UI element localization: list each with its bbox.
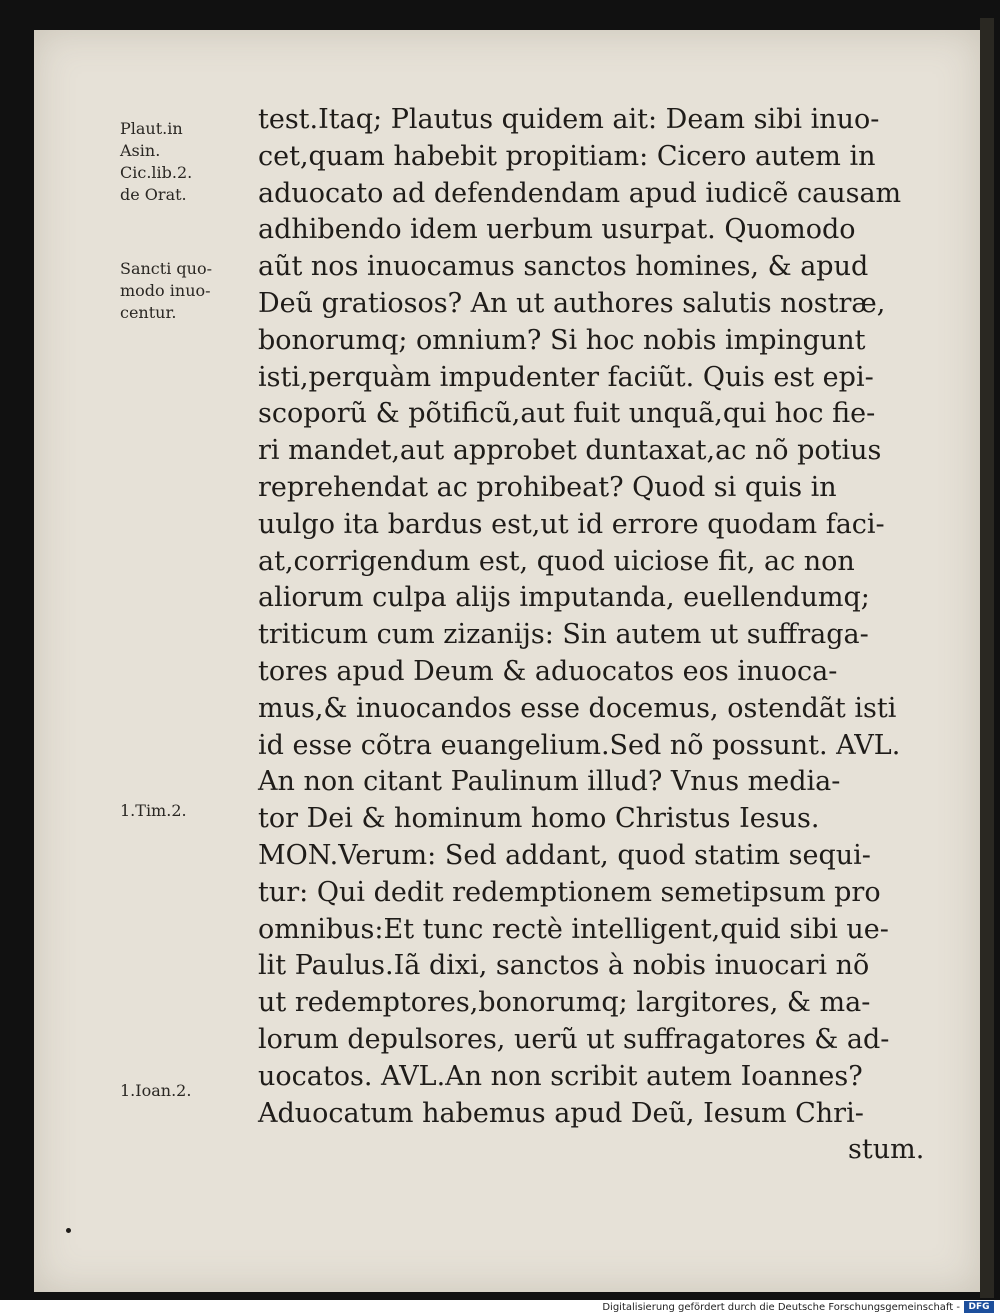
- text-line: An non citant Paulinum illud? Vnus media-: [258, 766, 841, 798]
- text-line: adhibendo idem uerbum usurpat. Quomodo: [258, 214, 856, 246]
- text-line: Deũ gratiosos? An ut authores salutis nostræ,: [258, 287, 886, 319]
- margin-note-timothy: 1.Tim.2.: [120, 801, 187, 820]
- text-line: triticum cum zizanijs: Sin autem ut suffraga-: [258, 619, 869, 651]
- text-line: tor Dei & hominum homo Christus Iesus.: [258, 803, 820, 835]
- text-line: tur: Qui dedit redemptionem semetipsum pro: [258, 876, 881, 908]
- text-line: uulgo ita bardus est,ut id errore quodam faci-: [258, 508, 885, 540]
- text-line: uocatos. AVL.An non scribit autem Ioannes?: [258, 1060, 863, 1092]
- text-line: ri mandet,aut approbet duntaxat,ac nõ potius: [258, 435, 882, 467]
- text-line: scoporũ & põtificũ,aut fuit unquã,qui hoc fie-: [258, 398, 876, 430]
- footer-credit: Digitalisierung gefördert durch die Deutsche Forschungsgemeinschaft -: [602, 1302, 960, 1313]
- margin-note-sancti: Sancti quo- modo inuo- centur.: [120, 259, 212, 322]
- text-line: lit Paulus.Iã dixi, sanctos à nobis inuocari nõ: [258, 950, 870, 982]
- text-line: omnibus:Et tunc rectè intelligent,quid sibi ue-: [258, 913, 889, 945]
- ink-dot: [66, 1228, 71, 1233]
- text-line: test.Itaq; Plautus quidem ait: Deam sibi inuo-: [258, 104, 880, 135]
- text-line: at,corrigendum est, quod uiciose fit, ac non: [258, 545, 855, 577]
- margin-note-plautus-cicero: Plaut.in Asin. Cic.lib.2. de Orat.: [120, 119, 193, 204]
- text-line: tores apud Deum & aduocatos eos inuoca-: [258, 655, 838, 687]
- margin-note-john: 1.Ioan.2.: [120, 1081, 192, 1100]
- text-line: reprehendat ac prohibeat? Quod si quis in: [258, 471, 837, 503]
- text-line: Aduocatum habemus apud Deũ, Iesum Chri-: [258, 1097, 864, 1129]
- text-line: cet,quam habebit propitiam: Cicero autem in: [258, 140, 876, 172]
- text-line: lorum depulsores, uerũ ut suffragatores & ad-: [258, 1023, 890, 1055]
- page-edge: [980, 18, 994, 1298]
- text-line: MON.Verum: Sed addant, quod statim sequi-: [258, 839, 871, 871]
- body-text: [258, 102, 948, 1169]
- text-line: id esse cõtra euangelium.Sed nõ possunt. AVL.: [258, 729, 901, 761]
- text-line: aũt nos inuocamus sanctos homines, & apud: [258, 251, 869, 283]
- text-line: ut redemptores,bonorumq; largitores, & ma-: [258, 987, 871, 1019]
- text-line: aliorum culpa alijs imputanda, euellendumq;: [258, 582, 870, 614]
- text-line: aduocato ad defendendam apud iudicẽ causam: [258, 177, 902, 209]
- dfg-logo: DFG: [964, 1301, 994, 1313]
- text-line: bonorumq; omnium? Si hoc nobis impingunt: [258, 324, 866, 356]
- text-line: mus,& inuocandos esse docemus, ostendãt isti: [258, 692, 897, 724]
- text-line: isti,perquàm impudenter faciũt. Quis est epi-: [258, 361, 874, 393]
- text-line: stum.: [848, 1134, 925, 1166]
